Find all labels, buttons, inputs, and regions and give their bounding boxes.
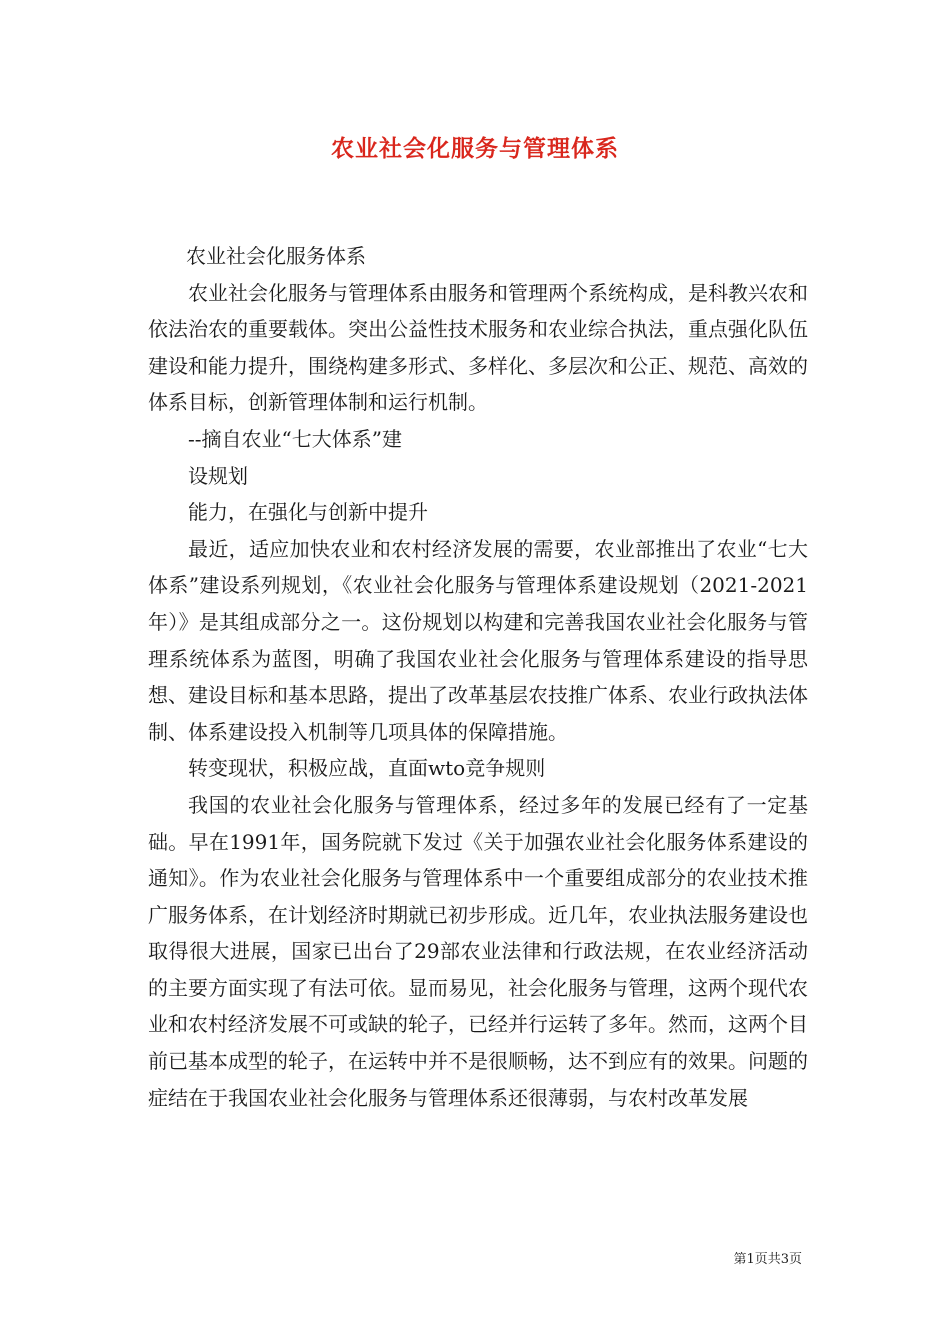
section-heading: 农业社会化服务体系 bbox=[186, 244, 366, 268]
document-body bbox=[148, 238, 808, 1116]
page-number: 第1页共3页 bbox=[733, 1252, 802, 1267]
paragraph: 最近，适应加快农业和农村经济发展的需要，农业部推出了农业“七大体系”建设系列规划，《农业社会化服务与管理体系建设规划（2021-2021年）》是其组成部分之一。这份规划以构建和完善我国农业社会化服务与管理系统体系为蓝图，明确了我国农业社会化服务与管理体系建设的指导思想、建设目标和基本思路，提出了改革基层农技推广体系、农业行政执法体制、体系建设投入机制等几项具体的保障措施。 bbox=[148, 536, 808, 744]
paragraph: 我国的农业社会化服务与管理体系，经过多年的发展已经有了一定基础。早在1991年，国务院就下发过《关于加强农业社会化服务体系建设的通知》。作为农业社会化服务与管理体系中一个重要组成部分的农业技术推广服务体系，在计划经济时期就已初步形成。近几年，农业执法服务建设也取得很大进展，国家已出台了29部农业法律和行政法规，在农业经济活动的主要方面实现了有法可依。显而易见，社会化服务与管理，这两个现代农业和农村经济发展不可或缺的轮子，已经并行运转了多年。然而，这两个目前已基本成型的轮子，在运转中并不是很顺畅，达不到应有的效果。问题的症结在于我国农业社会化服务与管理体系还很薄弱，与农村改革发展 bbox=[148, 792, 808, 1110]
paragraph: 农业社会化服务与管理体系由服务和管理两个系统构成，是科教兴农和依法治农的重要载体。突出公益性技术服务和农业综合执法，重点强化队伍建设和能力提升，围绕构建多形式、多样化、多层次和公正、规范、高效的体系目标，创新管理体制和运行机制。 bbox=[148, 280, 808, 415]
section-heading: 能力，在强化与创新中提升 bbox=[188, 500, 428, 525]
source-note: --摘自农业“七大体系”建 bbox=[188, 426, 402, 451]
section-heading: 转变现状，积极应战，直面wto竞争规则 bbox=[188, 756, 546, 781]
source-note-continued: 设规划 bbox=[188, 463, 248, 488]
page-title: 农业社会化服务与管理体系 bbox=[331, 135, 619, 162]
